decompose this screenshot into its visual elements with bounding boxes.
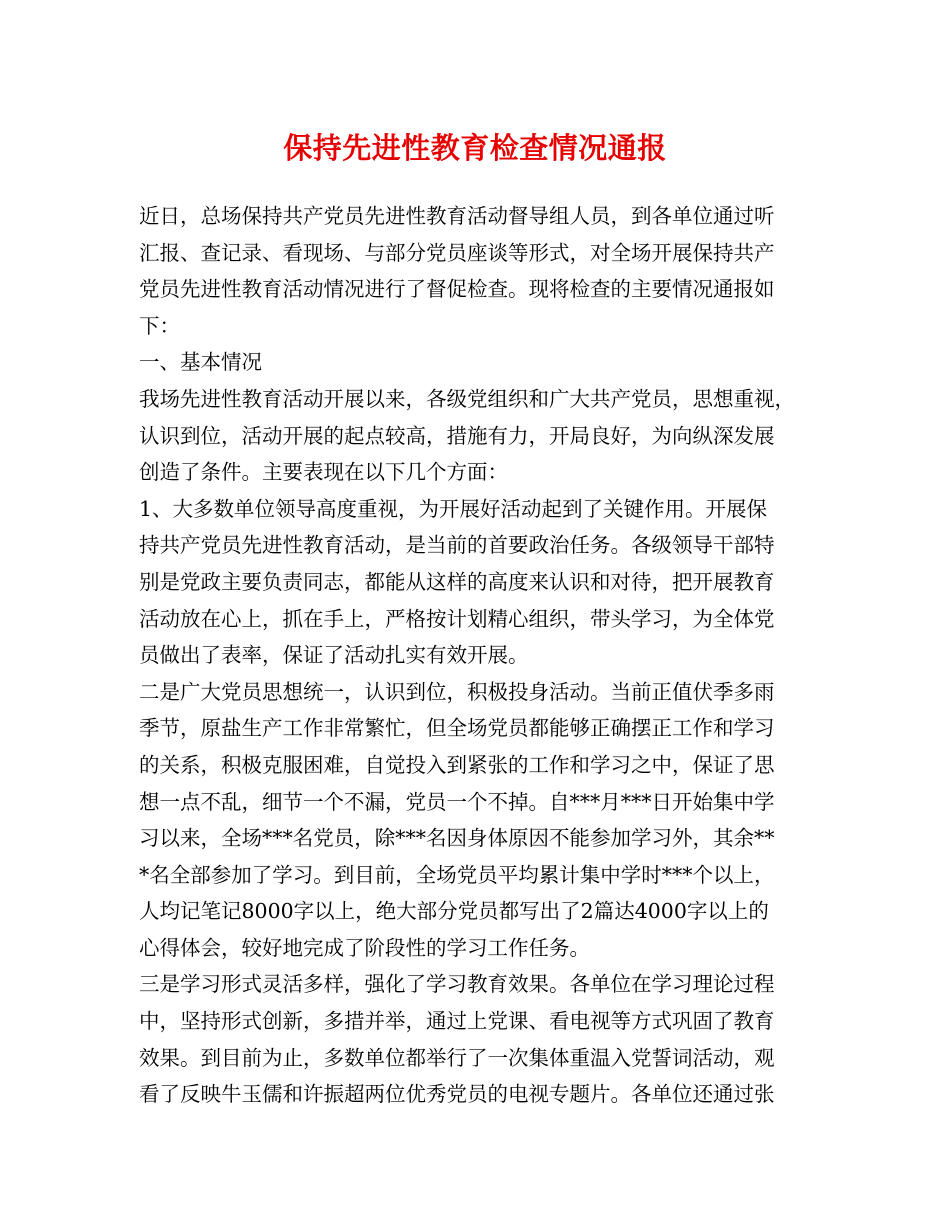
body-line: 近日，总场保持共产党员先进性教育活动督导组人员，到各单位通过听 <box>139 204 775 228</box>
body-line: 想一点不乱，细节一个不漏，党员一个不掉。自***月***日开始集中学 <box>139 789 775 814</box>
body-line: 认识到位，活动开展的起点较高，措施有力，开局良好，为向纵深发展 <box>139 423 775 448</box>
body-line: 员做出了表率，保证了活动扎实有效开展。 <box>139 643 529 668</box>
body-line: *名全部参加了学习。到目前，全场党员平均累计集中学时***个以上， <box>139 862 775 887</box>
body-line: 心得体会，较好地完成了阶段性的学习工作任务。 <box>139 935 590 960</box>
body-line: 习以来，全场***名党员，除***名因身体原因不能参加学习外，其余** <box>139 826 775 851</box>
body-line: 一、基本情况 <box>139 350 262 375</box>
body-line: 汇报、查记录、看现场、与部分党员座谈等形式，对全场开展保持共产 <box>139 240 775 265</box>
body-line: 1、大多数单位领导高度重视，为开展好活动起到了关键作用。开展保 <box>139 496 768 521</box>
body-line: 创造了条件。主要表现在以下几个方面： <box>139 460 508 485</box>
body-line: 人均记笔记8000字以上，绝大部分党员都写出了2篇达4000字以上的 <box>139 899 769 924</box>
body-line: 看了反映牛玉儒和许振超两位优秀党员的电视专题片。各单位还通过张 <box>139 1082 775 1107</box>
body-line: 二是广大党员思想统一，认识到位，积极投身活动。当前正值伏季多雨 <box>139 679 775 704</box>
body-line: 持共产党员先进性教育活动，是当前的首要政治任务。各级领导干部特 <box>139 533 775 558</box>
body-line: 下： <box>139 313 180 338</box>
body-line: 的关系，积极克服困难，自觉投入到紧张的工作和学习之中，保证了思 <box>139 752 775 777</box>
body-line: 三是学习形式灵活多样，强化了学习教育效果。各单位在学习理论过程 <box>139 972 775 997</box>
body-line: 季节，原盐生产工作非常繁忙，但全场党员都能够正确摆正工作和学习 <box>139 716 775 741</box>
document-title: 保持先进性教育检查情况通报 <box>283 131 667 165</box>
body-line: 党员先进性教育活动情况进行了督促检查。现将检查的主要情况通报如 <box>139 277 775 302</box>
body-line: 效果。到目前为止，多数单位都举行了一次集体重温入党誓词活动，观 <box>139 1045 775 1070</box>
document-body <box>139 198 829 1113</box>
body-line: 中，坚持形式创新，多措并举，通过上党课、看电视等方式巩固了教育 <box>139 1009 775 1034</box>
body-line: 我场先进性教育活动开展以来，各级党组织和广大共产党员，思想重视， <box>139 386 795 411</box>
body-line: 别是党政主要负责同志，都能从这样的高度来认识和对待，把开展教育 <box>139 569 775 594</box>
body-line: 活动放在心上，抓在手上，严格按计划精心组织，带头学习，为全体党 <box>139 606 775 631</box>
